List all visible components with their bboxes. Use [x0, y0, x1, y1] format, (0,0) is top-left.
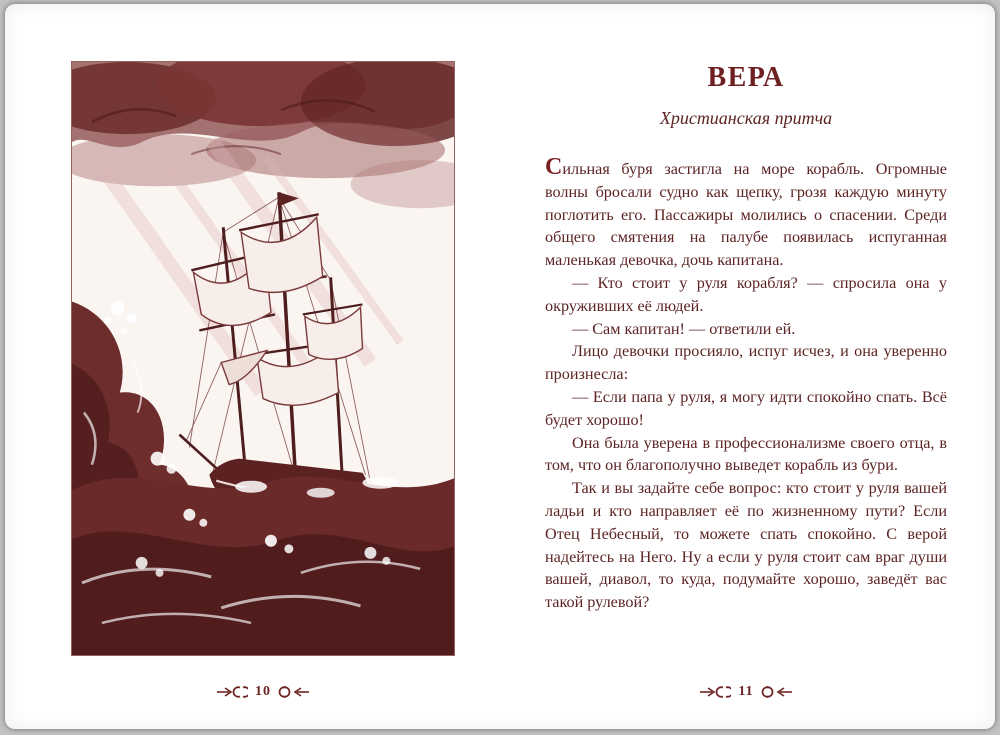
vine-arrow-right-icon	[216, 686, 248, 698]
right-page-footer	[545, 684, 947, 700]
storm-ship-illustration	[71, 61, 455, 656]
story-title: ВЕРА	[707, 62, 785, 93]
drop-cap: С	[545, 154, 563, 180]
paragraph: Лицо девочки просияло, испуг исчез, и она уверенно произнесла:	[545, 342, 947, 384]
story-page	[545, 62, 947, 614]
ship-in-storm-drawing	[72, 62, 454, 655]
right-page-number: 11	[738, 684, 754, 699]
paragraph: — Сам капитан! — ответили ей.	[572, 319, 796, 338]
left-page-footer	[71, 684, 455, 700]
vine-arrow-left-icon	[278, 686, 310, 698]
left-page-number: 10	[255, 684, 271, 699]
paragraph: Она была уверена в профессионализме своего отца, в том, что он благополучно выведет корабль из бури.	[545, 433, 947, 475]
story-body	[545, 155, 947, 614]
paragraph-lead	[545, 155, 947, 272]
story-subtitle: Христианская притча	[659, 108, 833, 128]
book-spread	[5, 4, 995, 729]
paragraph: Так и вы задайте себе вопрос: кто стоит у руля вашей ладьи и кто направляет её по жизненному пути? Если Отец Небесный, то можете спать спокойно. С верой надейтесь на Него. Ну а если у руля стоит сам враг души вашей, диавол, то куда, подумайте хорошо, заведёт вас такой рулевой?	[545, 479, 947, 612]
paragraph-lead-text: ильная буря застигла на море корабль. Огромные волны бросали судно как щепку, грозя каждую минуту поглотить его. Пассажиры молились о спасении. Среди общего смятения на палубе появилась испуганная маленькая девочка, дочь капитана.	[545, 160, 947, 270]
vine-arrow-right-icon	[699, 686, 731, 698]
paragraph: — Если папа у руля, я могу идти спокойно спать. Всё будет хорошо!	[545, 387, 947, 429]
paragraph: — Кто стоит у руля корабля? — спросила она у окруживших её людей.	[545, 273, 947, 315]
sea-dark	[72, 531, 454, 655]
vine-arrow-left-icon	[761, 686, 793, 698]
